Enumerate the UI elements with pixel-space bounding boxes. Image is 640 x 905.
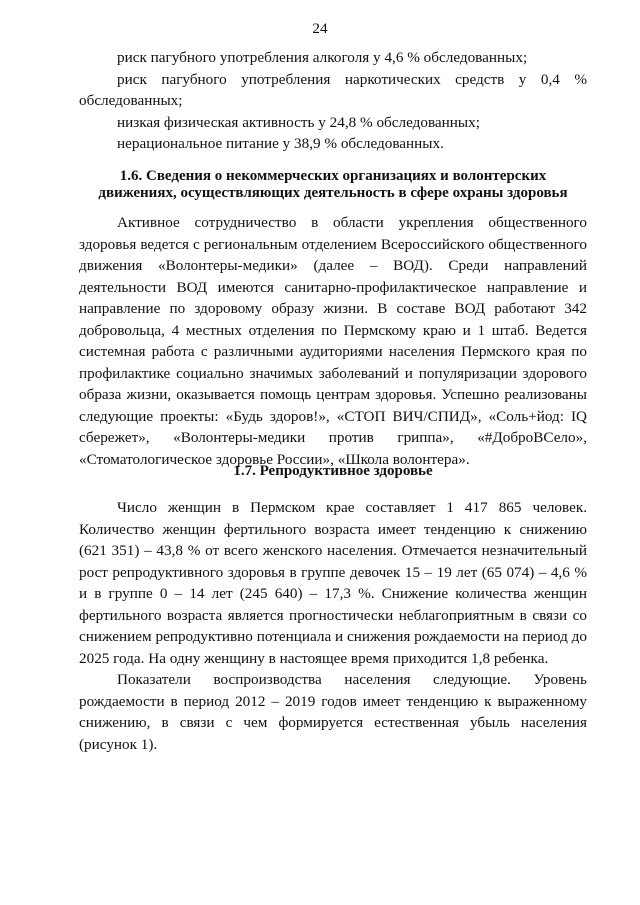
paragraph: Активное сотрудничество в области укрепления общественного здоровья ведется с региональным отделением Всероссийского общественного движения «Волонтеры-медики» (далее – ВОД). Среди направлений деятельности ВОД имеются санитарно-профилактическое направление и направление по здоровому образу жизни. В составе ВОД работают 342 добровольца, 4 местных отделения по Пермскому краю и 1 штаб. Ведется системная работа с различными аудиториями населения Пермского края по профилактике социально значимых заболеваний и популяризации здорового образа жизни, оказывается помощь центрам здоровья. Успешно реализованы следующие проекты: «Будь здоров!», «СТОП ВИЧ/СПИД», «Соль+йод: IQ сбережет», «Волонтеры-медики против гриппа», «#ДоброВСело», «Стоматологическое здоровье России», «Школа волонтера». bbox=[79, 214, 587, 468]
page-number: 24 bbox=[312, 20, 328, 37]
section-heading-line: 1.6. Сведения о некоммерческих организациях и волонтерских bbox=[119, 168, 547, 184]
list-item: риск пагубного употребления наркотических средств у 0,4 % bbox=[117, 70, 587, 88]
risk-list bbox=[79, 47, 587, 155]
list-item-continuation: обследованных; bbox=[79, 92, 183, 109]
volunteer-paragraph bbox=[79, 212, 587, 470]
list-item: риск пагубного употребления алкоголя у 4,6 % обследованных; bbox=[117, 49, 528, 66]
paragraph: Показатели воспроизводства населения следующие. Уровень рождаемости в период 2012 – 2019 годов имеет тенденцию к выраженному снижению, в связи с чем формируется естественная убыль населения (рисунок 1). bbox=[79, 671, 587, 753]
list-item: нерациональное питание у 38,9 % обследованных. bbox=[117, 135, 444, 152]
paragraph: Число женщин в Пермском крае составляет 1 417 865 человек. Количество женщин фертильного возраста имеет тенденцию к снижению (621 351) – 43,8 % от всего женского населения. Отмечается незначительный рост репродуктивного здоровья в группе девочек 15 – 19 лет (65 074) – 4,6 % и в группе 0 – 14 лет (245 640) – 17,3 %. Снижение количества женщин фертильного возраста является прогностически неблагоприятным в связи со снижением репродуктивно потенциала и снижения рождаемости на период до 2025 года. На одну женщину в настоящее время приходится 1,8 ребенка. bbox=[79, 499, 587, 667]
list-item: низкая физическая активность у 24,8 % обследованных; bbox=[117, 113, 480, 131]
section-heading bbox=[79, 168, 587, 202]
section-heading bbox=[79, 463, 587, 480]
section-heading-line: движениях, осуществляющих деятельность в сфере охраны здоровья bbox=[98, 185, 568, 201]
section-heading-line: 1.7. Репродуктивное здоровье bbox=[233, 463, 433, 479]
reproductive-health-text bbox=[79, 497, 587, 755]
